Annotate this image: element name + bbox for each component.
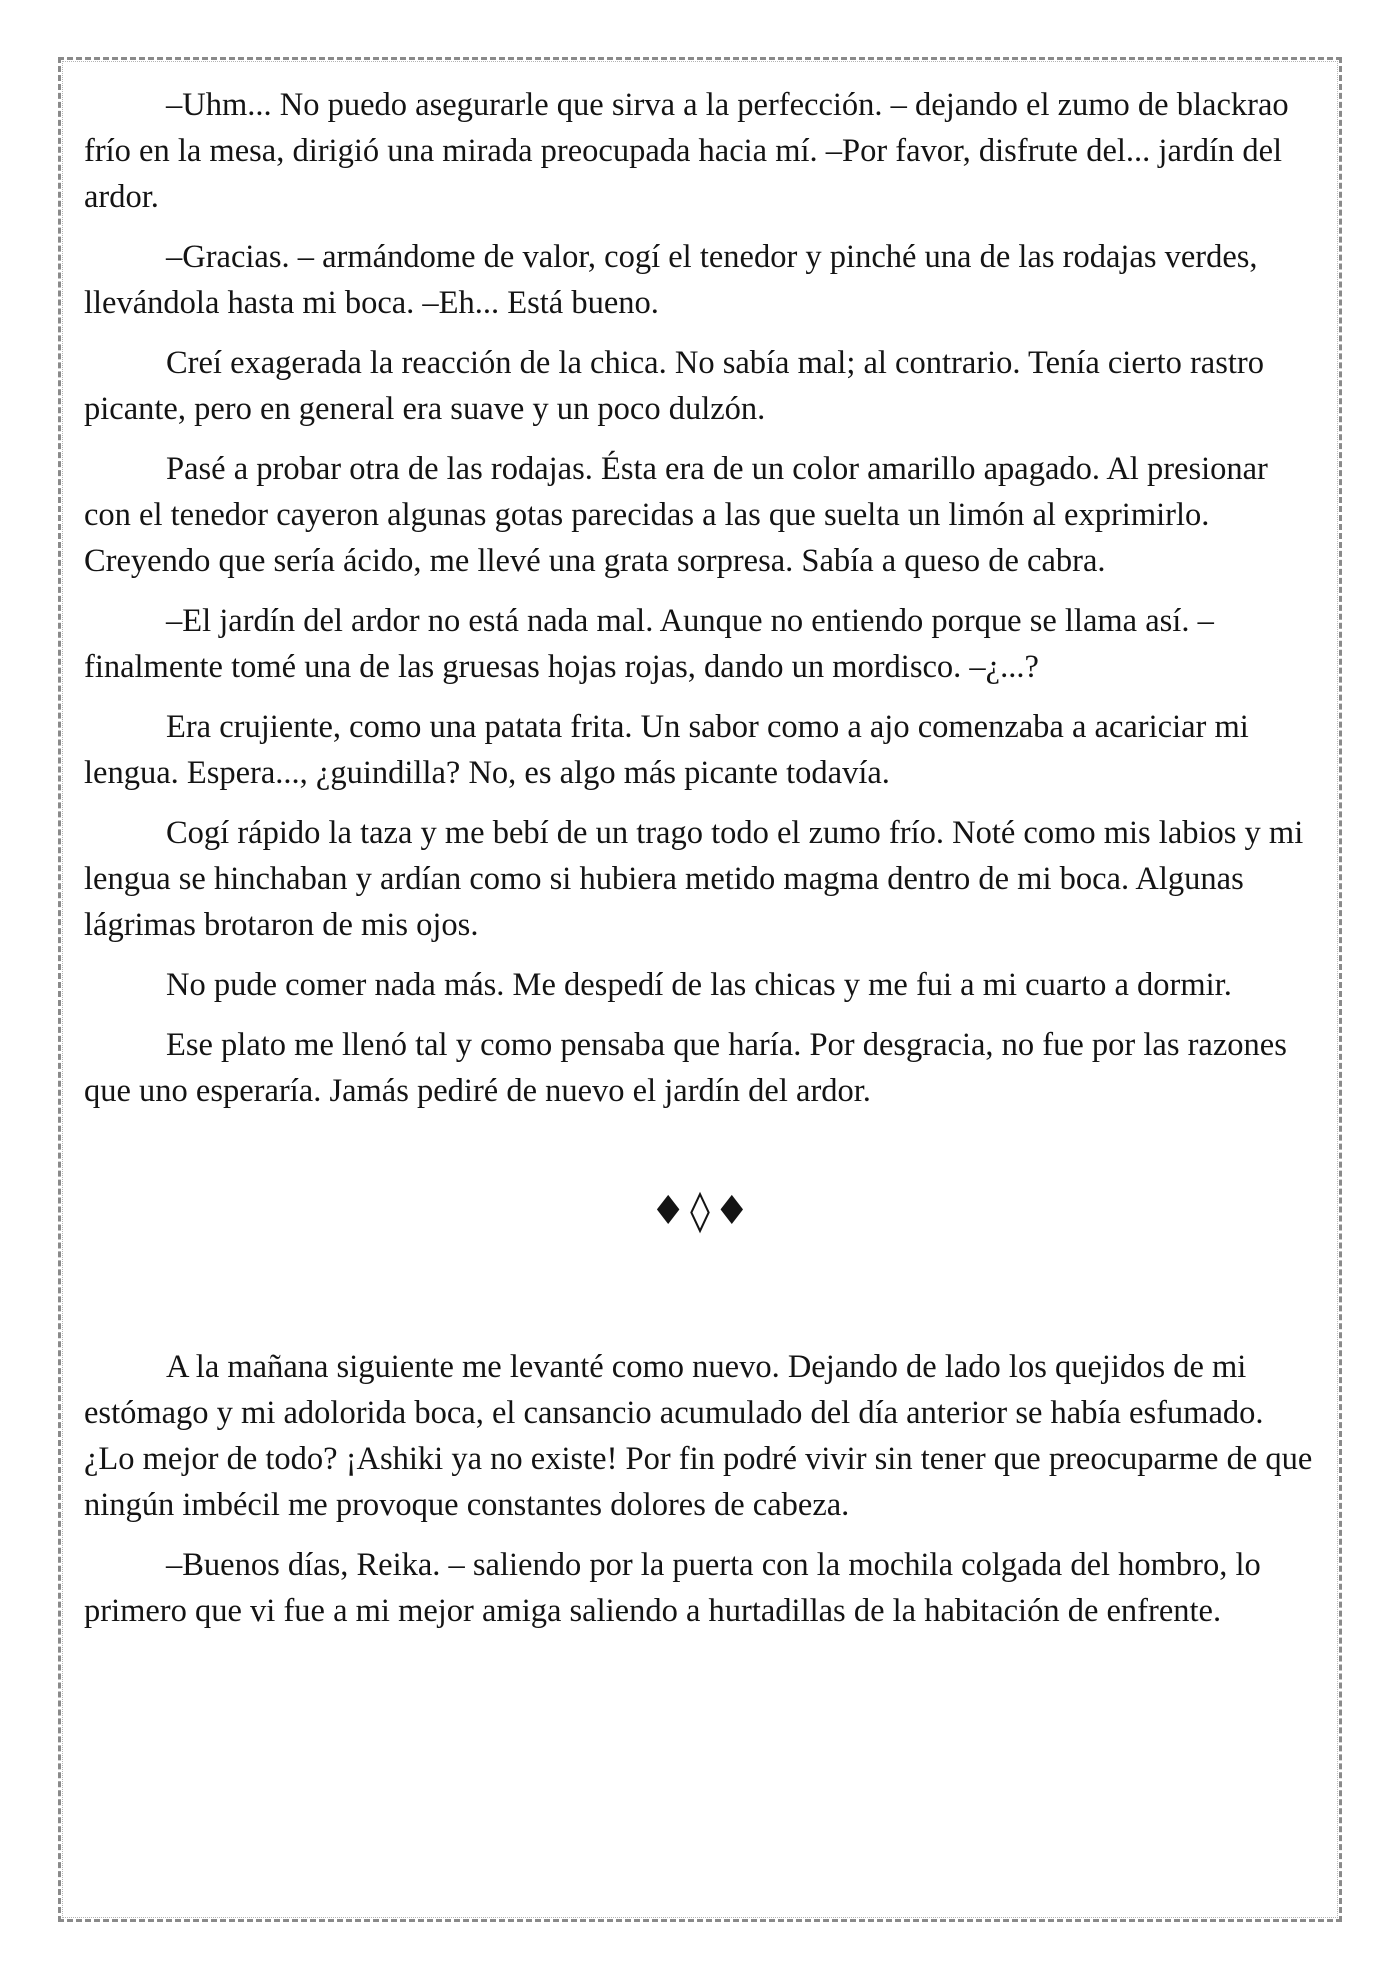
paragraph: –Gracias. – armándome de valor, cogí el tenedor y pinché una de las rodajas verdes, llevándola hasta mi boca. –Eh... Está bueno.: [84, 239, 1258, 321]
paragraph: Era crujiente, como una patata frita. Un sabor como a ajo comenzaba a acariciar mi lengua. Espera..., ¿guindilla? No, es algo más picante todavía.: [84, 709, 1249, 791]
paragraph: Cogí rápido la taza y me bebí de un trago todo el zumo frío. Noté como mis labios y mi lengua se hinchaban y ardían como si hubiera metido magma dentro de mi boca. Algunas lágrimas brotaron de mis ojos.: [84, 815, 1304, 943]
paragraph: Ese plato me llenó tal y como pensaba que haría. Por desgracia, no fue por las razones que uno esperaría. Jamás pediré de nuevo el jardín del ardor.: [84, 1027, 1287, 1109]
document-body: [84, 82, 1320, 1648]
paragraph: –El jardín del ardor no está nada mal. Aunque no entiendo porque se llama así. – finalmente tomé una de las gruesas hojas rojas, dando un mordisco. –¿...?: [84, 603, 1214, 685]
paragraph: –Uhm... No puedo asegurarle que sirva a la perfección. – dejando el zumo de blackrao frío en la mesa, dirigió una mirada preocupada hacia mí. –Por favor, disfrute del... jardín del ardor.: [84, 87, 1289, 215]
scene-break-separator: ♦◊♦: [650, 1188, 754, 1234]
paragraph: Pasé a probar otra de las rodajas. Ésta era de un color amarillo apagado. Al presionar con el tenedor cayeron algunas gotas parecidas a las que suelta un limón al exprimirlo. Creyendo que sería ácido, me llevé una grata sorpresa. Sabía a queso de cabra.: [84, 451, 1268, 579]
paragraph: Creí exagerada la reacción de la chica. No sabía mal; al contrario. Tenía cierto rastro picante, pero en general era suave y un poco dulzón.: [84, 345, 1264, 427]
paragraph: –Buenos días, Reika. – saliendo por la puerta con la mochila colgada del hombro, lo primero que vi fue a mi mejor amiga saliendo a hurtadillas de la habitación de enfrente.: [84, 1547, 1261, 1629]
paragraph: No pude comer nada más. Me despedí de las chicas y me fui a mi cuarto a dormir.: [166, 967, 1232, 1003]
paragraph: A la mañana siguiente me levanté como nuevo. Dejando de lado los quejidos de mi estómago y mi adolorida boca, el cansancio acumulado del día anterior se había esfumado. ¿Lo mejor de todo? ¡Ashiki ya no existe! Por fin podré vivir sin tener que preocuparme de que ningún imbécil me provoque constantes dolores de cabeza.: [84, 1349, 1313, 1523]
